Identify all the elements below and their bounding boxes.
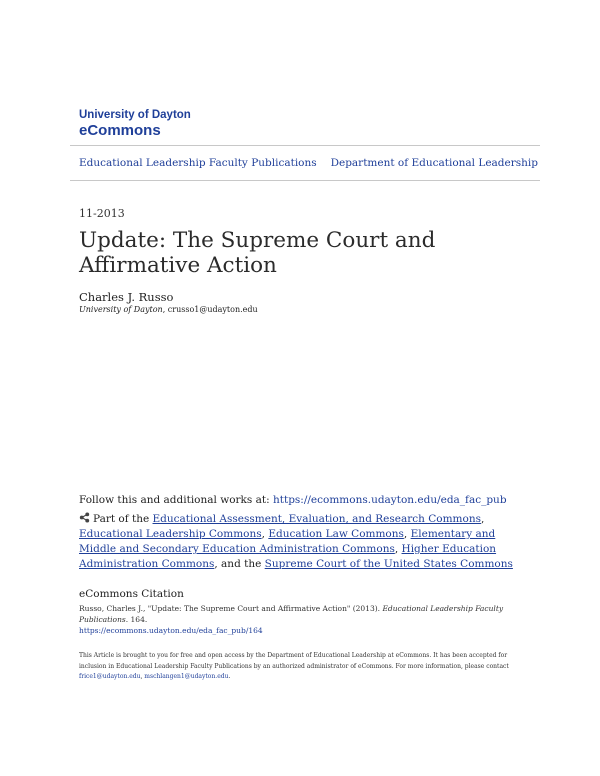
collection-link[interactable]: Educational Leadership Faculty Publications <box>79 157 317 169</box>
commons-separator: , <box>261 528 269 540</box>
follow-line <box>79 494 507 506</box>
part-of-commons <box>79 512 519 572</box>
follow-text: Follow this and additional works at: <box>79 494 273 506</box>
citation-heading: eCommons Citation <box>79 588 184 600</box>
citation-body: Russo, Charles J., "Update: The Supreme Court and Affirmative Action" (2013). <box>79 604 383 613</box>
notice-end: . <box>228 673 231 680</box>
author-email: , crusso1@udayton.edu <box>162 305 258 314</box>
author-name: Charles J. Russo <box>79 290 174 304</box>
commons-separator: , <box>403 528 411 540</box>
article-title: Update: The Supreme Court and Affirmative Action <box>79 228 436 278</box>
commons-link[interactable]: Education Law Commons <box>268 528 404 540</box>
access-notice <box>79 651 524 683</box>
commons-link[interactable]: Educational Leadership Commons <box>79 528 262 540</box>
institution-name: University of Dayton <box>79 109 191 121</box>
commons-link[interactable]: Supreme Court of the United States Commons <box>264 558 513 570</box>
notice-separator: , <box>140 673 145 680</box>
citation-url-link[interactable]: https://ecommons.udayton.edu/eda_fac_pub/164 <box>79 626 263 635</box>
commons-link[interactable]: Higher Education Administration Commons <box>79 543 497 570</box>
commons-separator: , <box>480 513 485 525</box>
commons-separator: , <box>394 543 402 555</box>
department-link[interactable]: Department of Educational Leadership <box>330 157 538 169</box>
commons-link[interactable]: Educational Assessment, Evaluation, and Research Commons <box>152 513 481 525</box>
affiliation-institution: University of Dayton <box>79 305 163 314</box>
follow-url-link[interactable]: https://ecommons.udayton.edu/eda_fac_pub <box>273 494 507 506</box>
part-of-prefix: Part of the <box>93 513 153 525</box>
header-divider-top <box>70 145 540 146</box>
repository-name[interactable]: eCommons <box>79 122 161 139</box>
header-divider-bottom <box>70 180 540 181</box>
commons-and-the: , and the <box>214 558 265 570</box>
contact-email-link[interactable]: frice1@udayton.edu <box>79 673 141 680</box>
citation-journal: Educational Leadership Faculty Publications <box>79 604 504 624</box>
notice-text: This Article is brought to you for free and open access by the Department of Educational Leadership at eCommons. It has been accepted for inclusion in Educational Leadership Faculty Publications by an authorized administrator of eCommons. For more information, please contact <box>79 652 509 670</box>
citation-text <box>79 603 524 636</box>
commons-link[interactable]: Elementary and Middle and Secondary Education Administration Commons <box>79 528 496 555</box>
author-affiliation <box>79 305 258 314</box>
contact-email-link[interactable]: mschlangen1@udayton.edu <box>144 673 229 680</box>
citation-end: . 164. <box>125 615 148 624</box>
publication-date: 11-2013 <box>79 207 125 220</box>
share-icon <box>79 512 90 523</box>
